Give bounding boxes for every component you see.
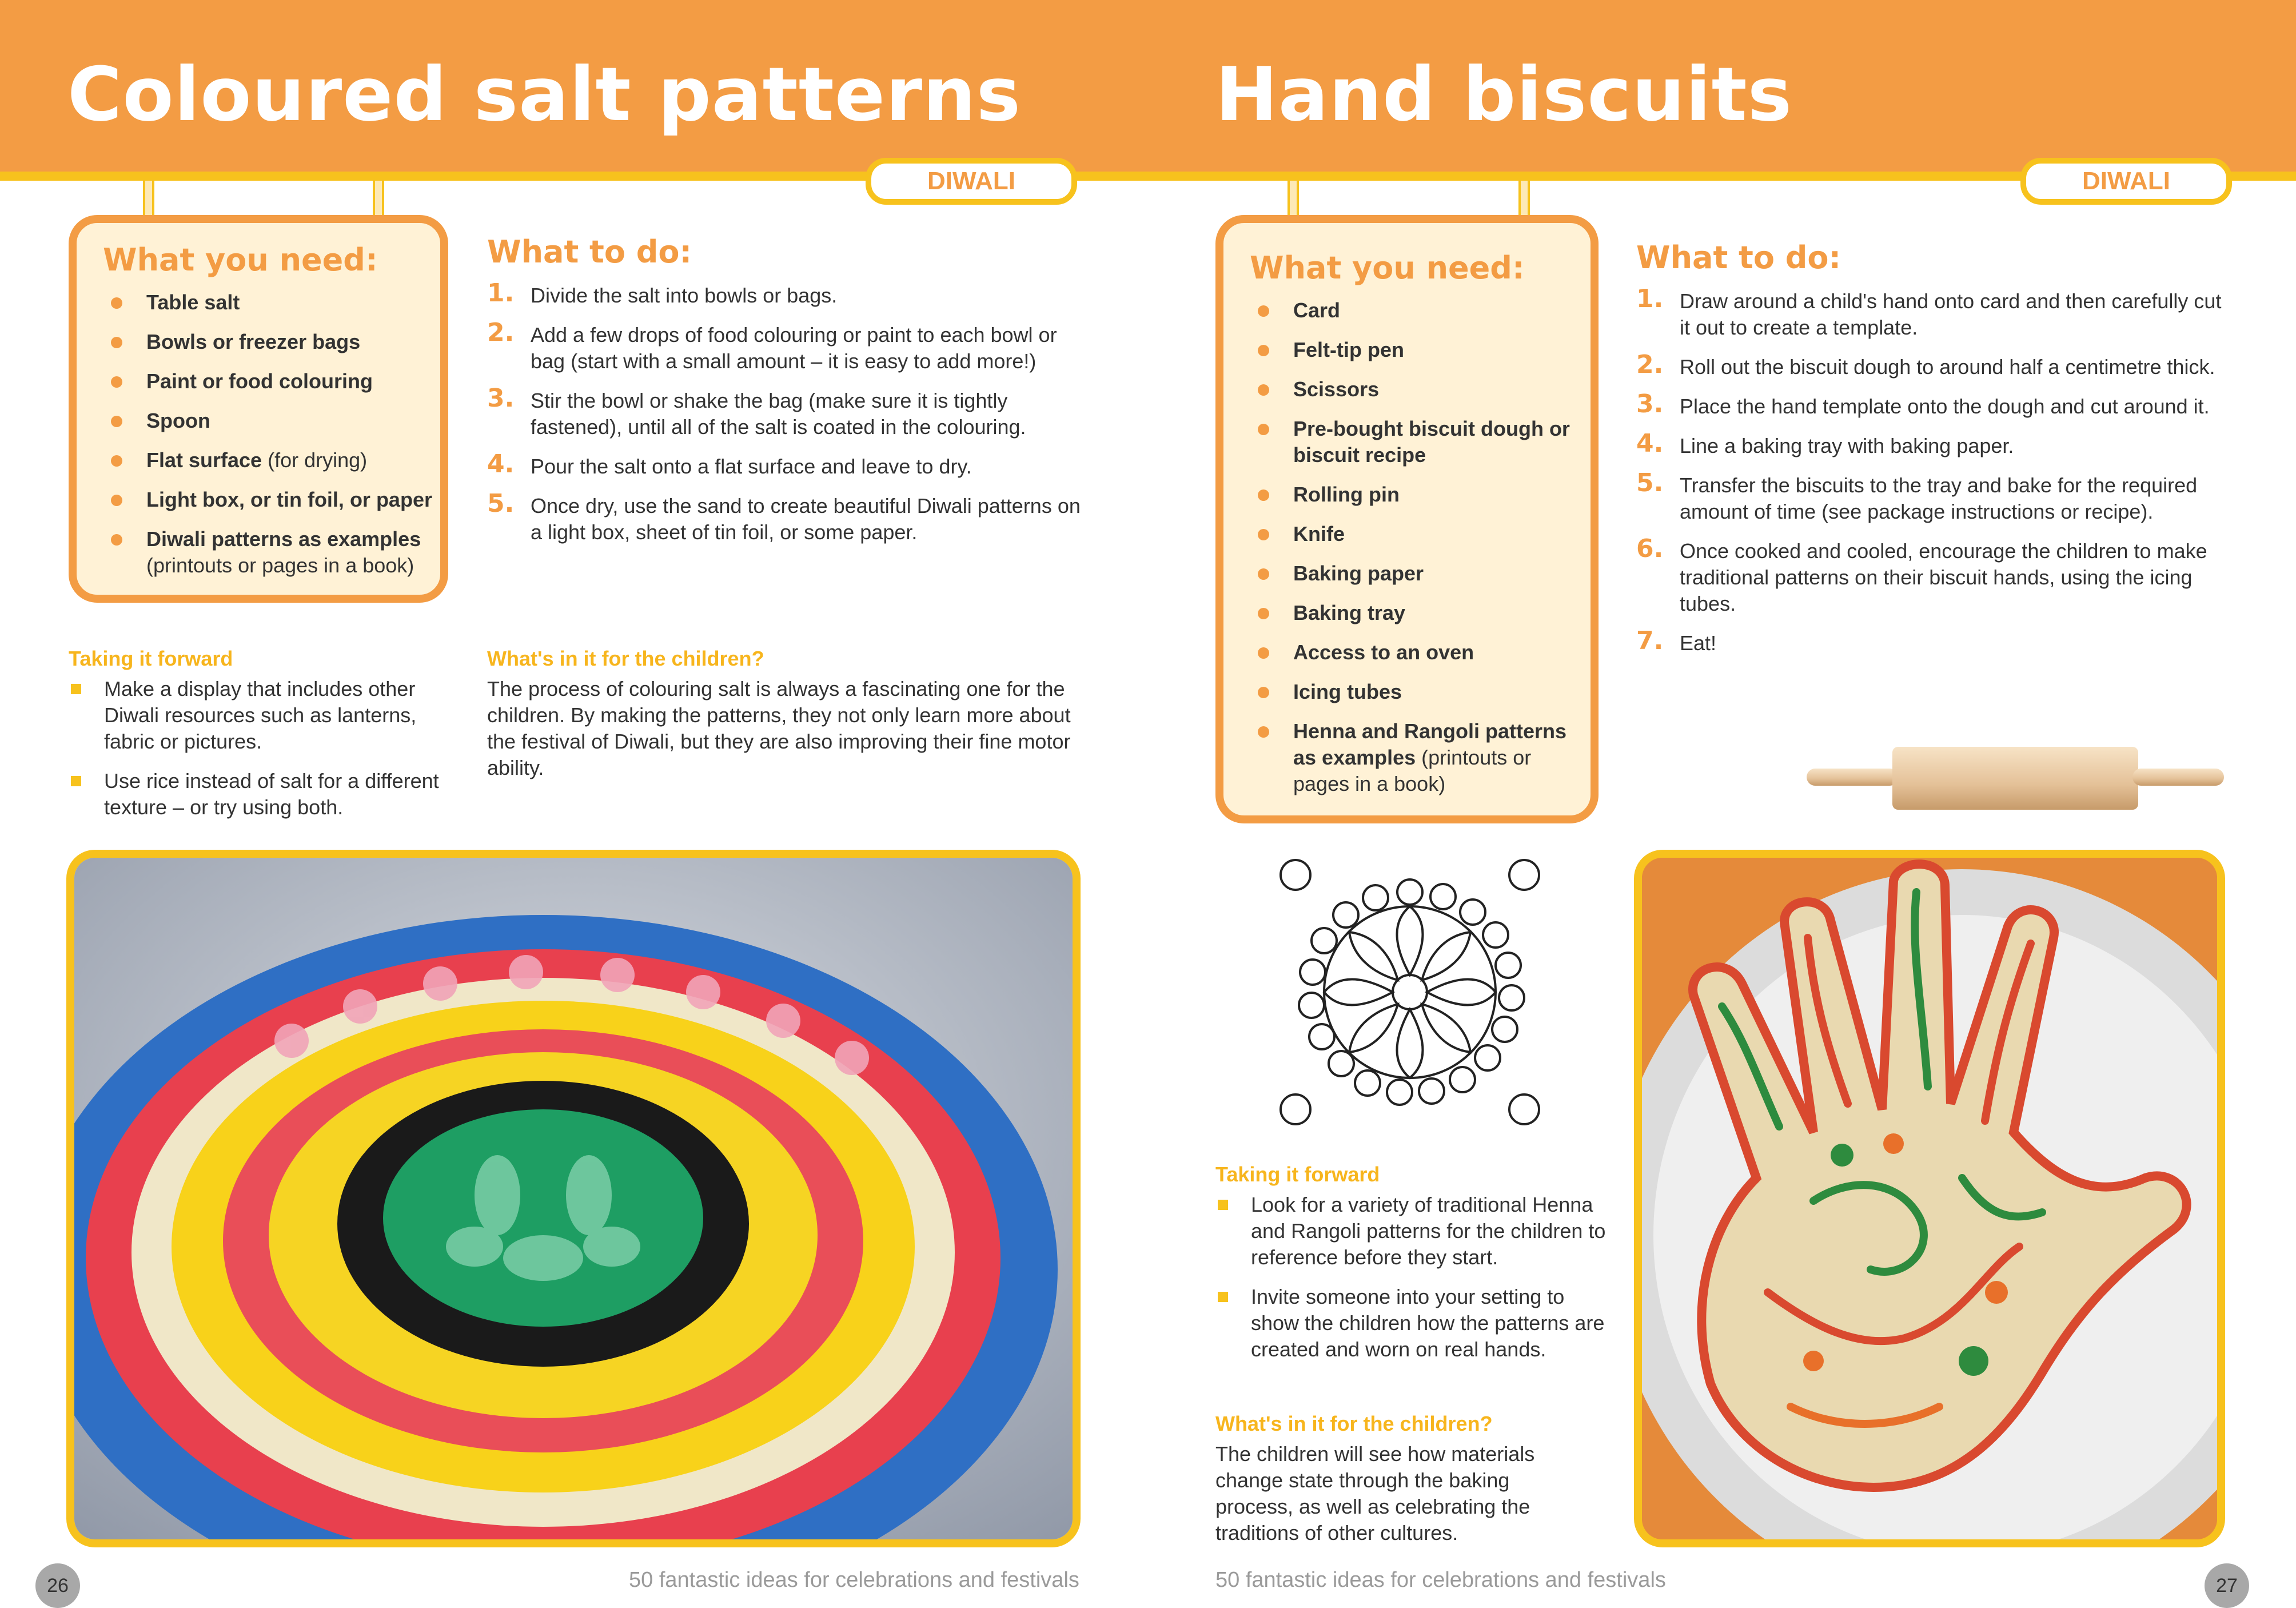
list-item: 7. Eat! [1636, 626, 1717, 655]
right-footer: 50 fantastic ideas for celebrations and festivals [1215, 1568, 1666, 1592]
right-children-text: The children will see how materials change state through the baking process, as well as celebrating the traditions of other cultures. [1215, 1442, 1535, 1545]
right-need-box [1215, 215, 1599, 823]
left-children-heading: What's in it for the children? [487, 647, 764, 670]
left-todo-heading: What to do: [487, 234, 692, 270]
list-item: 2. Roll out the biscuit dough to around half a centimetre thick. [1636, 350, 2215, 379]
list-item: 2. Add a few drops of food colouring or paint to each bowl or bag (start with a small amount – it is easy to add more!) [487, 318, 1057, 373]
list-item: 5. Once dry, use the sand to create beautiful Diwali patterns on a light box, sheet of tin foil, or some paper. [487, 489, 1081, 544]
list-item: 1. Divide the salt into bowls or bags. [487, 278, 838, 308]
list-item: Knife [1258, 521, 1589, 547]
list-item: Felt-tip pen [1258, 337, 1589, 363]
list-item: Table salt [111, 289, 443, 316]
list-item: Henna and Rangoli patterns as examples (printouts or pages in a book) [1258, 718, 1589, 797]
list-item: Pre-bought biscuit dough or biscuit recipe [1258, 416, 1589, 468]
list-item: Use rice instead of salt for a different texture – or try using both. [69, 768, 457, 821]
left-page-title: Coloured salt patterns [67, 51, 1022, 138]
right-box-post [1287, 181, 1299, 218]
list-item: Diwali patterns as examples (printouts or pages in a book) [111, 526, 443, 579]
list-item: Scissors [1258, 376, 1589, 403]
list-item: 4. Line a baking tray with baking paper. [1636, 429, 2014, 458]
header-line [0, 172, 2296, 181]
list-item: Baking paper [1258, 560, 1589, 587]
left-need-box [69, 215, 448, 603]
left-forward-list [69, 676, 457, 834]
list-item: Bowls or freezer bags [111, 329, 443, 355]
list-item: Spoon [111, 408, 443, 434]
right-box-post [1518, 181, 1530, 218]
left-need-list [111, 289, 443, 592]
list-item: 3. Place the hand template onto the dough and cut around it. [1636, 389, 2210, 419]
left-children-text: The process of colouring salt is always a fascinating one for the children. By making the patterns, they not only learn more about the festival of Diwali, but they are also improving their fine motor ability. [487, 677, 1071, 779]
list-item: Flat surface (for drying) [111, 447, 443, 473]
list-item: Make a display that includes other Diwali resources such as lanterns, fabric or pictures. [69, 676, 457, 755]
left-need-heading: What you need: [103, 242, 378, 278]
list-item: Rolling pin [1258, 481, 1589, 508]
rolling-pin-icon [1807, 741, 2224, 815]
rangoli-pattern-icon [1278, 858, 1541, 1127]
list-item: 3. Stir the bowl or shake the bag (make sure it is tightly fastened), until all of the salt is coated in the colouring. [487, 384, 1026, 439]
hand-biscuit-image [1642, 858, 2217, 1539]
list-item: Look for a variety of traditional Henna and Rangoli patterns for the children to reference before they start. [1215, 1192, 1610, 1271]
left-forward-heading: Taking it forward [69, 647, 233, 670]
right-diwali-tag: DIWALI [2020, 158, 2232, 205]
list-item: Invite someone into your setting to show the children how the patterns are created and worn on real hands. [1215, 1284, 1610, 1363]
right-todo-heading: What to do: [1636, 240, 1841, 276]
right-need-heading: What you need: [1250, 250, 1525, 286]
right-steps-list [1636, 284, 2225, 670]
list-item: 5. Transfer the biscuits to the tray and bake for the required amount of time (see package instructions or recipe). [1636, 468, 2198, 523]
list-item: 4. Pour the salt onto a flat surface and leave to dry. [487, 449, 972, 479]
left-box-post [143, 181, 154, 218]
left-diwali-tag: DIWALI [866, 158, 1077, 205]
right-forward-heading: Taking it forward [1215, 1163, 1380, 1186]
hand-biscuit-photo [1634, 850, 2225, 1547]
right-page-number: 27 [2205, 1563, 2249, 1608]
right-children-heading: What's in it for the children? [1215, 1412, 1493, 1435]
list-item: Card [1258, 297, 1589, 324]
salt-pattern-photo [66, 850, 1081, 1547]
list-item: Access to an oven [1258, 639, 1589, 666]
left-page-number: 26 [35, 1563, 80, 1608]
list-item: Baking tray [1258, 600, 1589, 626]
right-forward-list [1215, 1192, 1610, 1376]
right-page-title: Hand biscuits [1215, 51, 1793, 138]
list-item: 6. Once cooked and cooled, encourage the children to make traditional patterns on their biscuit hands, using the icing tubes. [1636, 534, 2207, 615]
salt-pattern-image [74, 858, 1073, 1539]
list-item: 1. Draw around a child's hand onto card and then carefully cut it out to create a template. [1636, 284, 2222, 339]
right-need-list [1258, 297, 1589, 810]
list-item: Paint or food colouring [111, 368, 443, 395]
list-item: Icing tubes [1258, 679, 1589, 705]
left-footer: 50 fantastic ideas for celebrations and festivals [629, 1568, 1079, 1592]
left-box-post [373, 181, 384, 218]
list-item: Light box, or tin foil, or paper [111, 487, 443, 513]
left-steps-list [487, 278, 1082, 559]
